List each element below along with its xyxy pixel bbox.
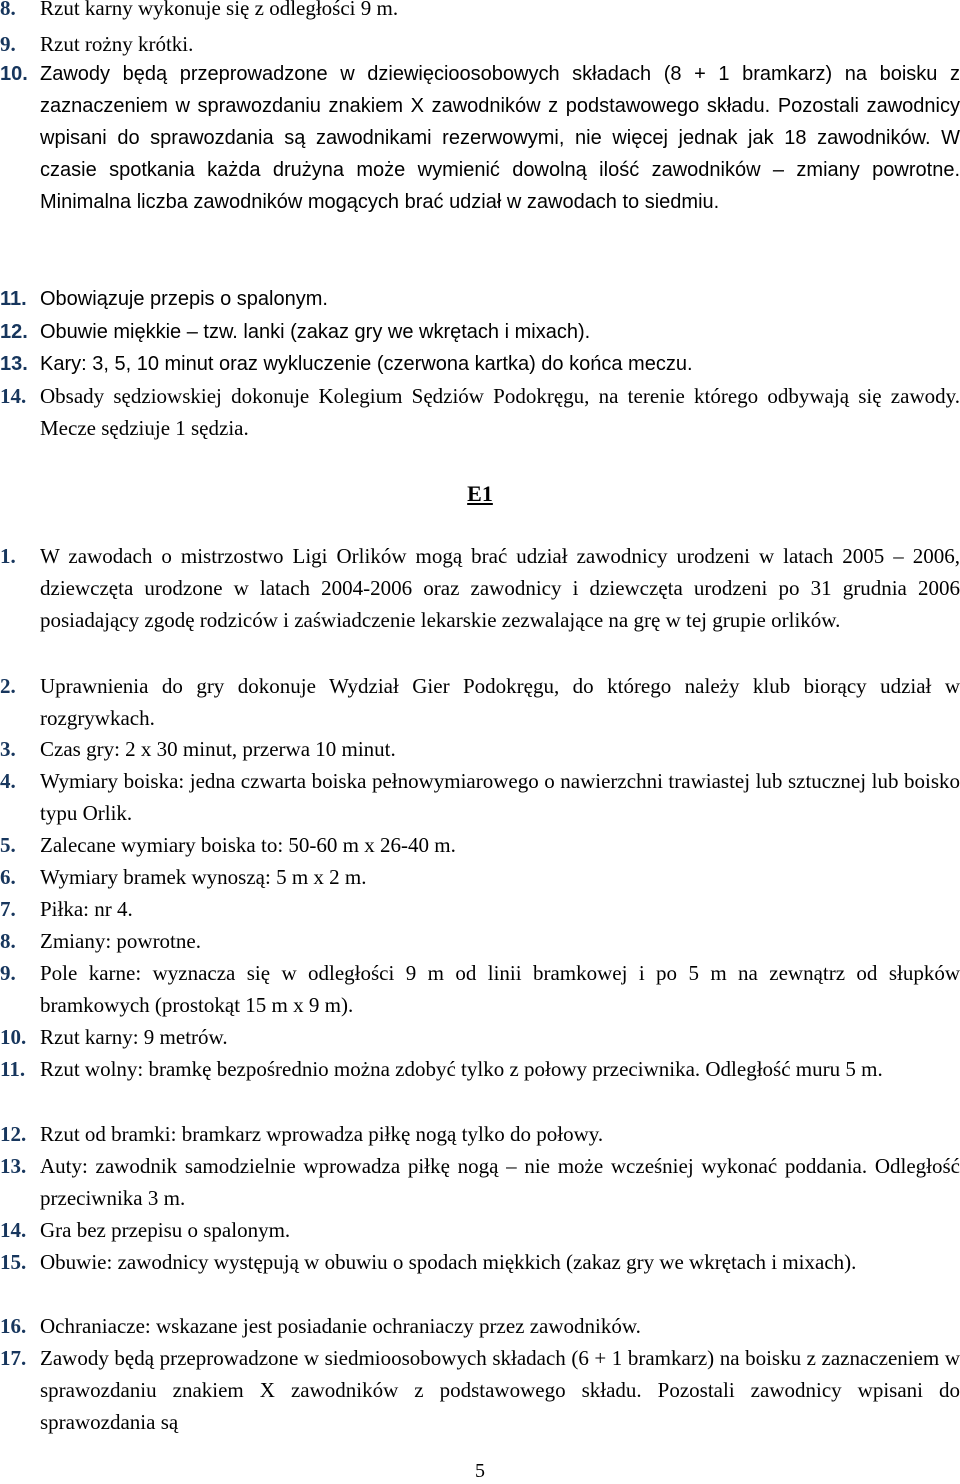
item-text: Czas gry: 2 x 30 minut, przerwa 10 minut.: [40, 737, 396, 761]
list-item: [0, 765, 960, 829]
list-item: [0, 1053, 960, 1085]
item-text: Rzut karny: 9 metrów.: [40, 1025, 228, 1049]
item-number: 15.: [0, 1250, 27, 1274]
item-text: Rzut wolny: bramkę bezpośrednio można zdobyć tylko z połowy przeciwnika. Odległość muru 5 m.: [40, 1057, 883, 1081]
item-number: 13.: [0, 353, 28, 375]
list-item: [0, 283, 960, 315]
item-number: 8.: [0, 0, 16, 20]
section-heading: E1: [467, 481, 493, 506]
item-number: 6.: [0, 865, 16, 889]
item-number: 10.: [0, 63, 28, 85]
item-number: 12.: [0, 1122, 27, 1146]
item-text: Uprawnienia do gry dokonuje Wydział Gier Podokręgu, do którego należy klub biorący udział w rozgrywkach.: [40, 674, 960, 730]
item-number: 14.: [0, 384, 27, 408]
list-item: [0, 1150, 960, 1214]
item-number: 2.: [0, 674, 16, 698]
item-number: 10.: [0, 1025, 27, 1049]
item-number: 9.: [0, 32, 16, 56]
list-item: [0, 1342, 960, 1438]
list-item: [0, 733, 960, 765]
item-text: Pole karne: wyznacza się w odległości 9 m od linii bramkowej i po 5 m na zewnątrz od słupków bramkowych (prostokąt 15 m x 9 m).: [40, 961, 960, 1017]
item-number: 11.: [0, 288, 27, 310]
item-number: 4.: [0, 769, 16, 793]
page-number: 5: [475, 1460, 485, 1482]
list-item: [0, 1021, 960, 1053]
item-number: 3.: [0, 737, 16, 761]
list-item: [0, 1118, 960, 1150]
item-number: 8.: [0, 929, 16, 953]
item-number: 11.: [0, 1057, 26, 1081]
item-text: Gra bez przepisu o spalonym.: [40, 1218, 291, 1242]
item-text: Zawody będą przeprowadzone w dziewięcioosobowych składach (8 + 1 bramkarz) na boisku z zaznaczeniem w sprawozdaniu znakiem X zawodników z podstawowego składu. Pozostali zawodnicy wpisani do sprawozdania są zawodnikami rezerwowymi, nie więcej jednak jak 18 zawodników. W czasie spotkania każda drużyna może wymienić dowolną ilość zawodników – zmiany powrotne. Minimalna liczba zawodników mogących brać udział w zawodach to siedmiu.: [40, 63, 960, 213]
item-text: Wymiary bramek wynoszą: 5 m x 2 m.: [40, 865, 367, 889]
item-number: 12.: [0, 321, 28, 343]
item-text: Piłka: nr 4.: [40, 897, 133, 921]
item-text: Auty: zawodnik samodzielnie wprowadza piłkę nogą – nie może wcześniej wykonać poddania. Odległość przeciwnika 3 m.: [40, 1154, 960, 1210]
list-item: [0, 1310, 960, 1342]
list-item: [0, 861, 960, 893]
list-item: [0, 1246, 960, 1278]
list-item: [0, 348, 960, 380]
list-item: [0, 829, 960, 861]
item-number: 7.: [0, 897, 16, 921]
item-number: 9.: [0, 961, 16, 985]
item-number: 14.: [0, 1218, 27, 1242]
item-text: Zalecane wymiary boiska to: 50-60 m x 26-40 m.: [40, 833, 456, 857]
list-item: [0, 1214, 960, 1246]
list-item: [0, 380, 960, 444]
item-number: 5.: [0, 833, 16, 857]
item-text: Rzut od bramki: bramkarz wprowadza piłkę nogą tylko do połowy.: [40, 1122, 604, 1146]
item-number: 13.: [0, 1154, 27, 1178]
item-text: Obuwie miękkie – tzw. lanki (zakaz gry we wkrętach i mixach).: [40, 321, 591, 343]
list-item: [0, 58, 960, 218]
item-text: Zmiany: powrotne.: [40, 929, 201, 953]
item-text: Kary: 3, 5, 10 minut oraz wykluczenie (czerwona kartka) do końca meczu.: [40, 353, 693, 375]
list-item: [0, 670, 960, 734]
list-item: [0, 957, 960, 1021]
list-item: [0, 540, 960, 636]
item-number: 16.: [0, 1314, 27, 1338]
item-text: Zawody będą przeprowadzone w siedmioosobowych składach (6 + 1 bramkarz) na boisku z zaznaczeniem w sprawozdaniu znakiem X zawodników z podstawowego składu. Pozostali zawodnicy wpisani do sprawozdania są: [40, 1346, 960, 1434]
list-item: [0, 925, 960, 957]
item-text: Rzut karny wykonuje się z odległości 9 m.: [40, 0, 399, 20]
list-item: [0, 28, 960, 60]
item-text: Obsady sędziowskiej dokonuje Kolegium Sędziów Podokręgu, na terenie którego odbywają się zawody. Mecze sędziuje 1 sędzia.: [40, 384, 960, 440]
list-item: [0, 316, 960, 348]
item-text: Obowiązuje przepis o spalonym.: [40, 288, 328, 310]
item-text: Wymiary boiska: jedna czwarta boiska pełnowymiarowego o nawierzchni trawiastej lub sztucznej lub boisko typu Orlik.: [40, 769, 960, 825]
item-number: 17.: [0, 1346, 27, 1370]
list-item: [0, 0, 960, 24]
item-text: Obuwie: zawodnicy występują w obuwiu o spodach miękkich (zakaz gry we wkrętach i mixach).: [40, 1250, 857, 1274]
item-text: W zawodach o mistrzostwo Ligi Orlików mogą brać udział zawodnicy urodzeni w latach 2005 – 2006, dziewczęta urodzone w latach 2004-2006 oraz zawodnicy i dziewczęta urodzeni po 31 grudnia 2006 posiadający zgodę rodziców i zaświadczenie lekarskie zezwalające na grę w tej grupie orlików.: [40, 544, 960, 632]
item-text: Rzut rożny krótki.: [40, 32, 194, 56]
item-text: Ochraniacze: wskazane jest posiadanie ochraniaczy przez zawodników.: [40, 1314, 641, 1338]
item-number: 1.: [0, 544, 16, 568]
list-item: [0, 893, 960, 925]
